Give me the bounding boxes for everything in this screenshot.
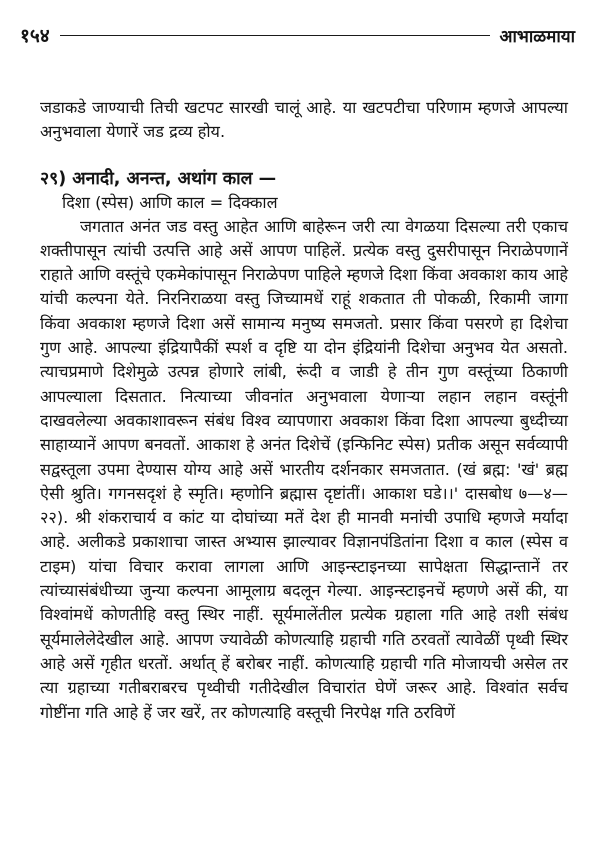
header-rule	[60, 35, 490, 36]
section-subheading: दिशा (स्पेस) आणि काल = दिक्काल	[62, 192, 278, 212]
page-header	[20, 22, 575, 48]
opening-paragraph: जडाकडे जाण्याची तिची खटपट सारखी चालूं आहे. या खटपटीचा परिणाम म्हणजे आपल्या अनुभवाला येणारें जड द्रव्य होय.	[40, 98, 568, 142]
section-heading: २९) अनादी, अनन्त, अथांग काल —	[40, 168, 277, 189]
body-text	[40, 96, 568, 725]
page-number: १५४	[20, 25, 50, 47]
section-paragraph: जगतात अनंत जड वस्तु आहेत आणि बाहेरून जरी त्या वेगळया दिसल्या तरी एकाच शक्तीपासून त्यांची उत्पत्ति आहे असें आपण पाहिलें. प्रत्येक वस्तु दुसरीपासून निराळेपणानें राहाते आणि वस्तूंचे एकमेकांपासून निराळेपण पाहिले म्हणजे दिशा किंवा अवकाश काय आहे यांची कल्पना येते. निरनिराळया वस्तु जिच्यामधें राहूं शकतात ती पोकळी, रिकामी जागा किंवा अवकाश म्हणजे दिशा असें सामान्य मनुष्य समजतो. प्रसार किंवा पसरणे हा दिशेचा गुण आहे. आपल्या इंद्रियापैकीं स्पर्श व दृष्टि या दोन इंद्रियांनी दिशेचा अनुभव येत असतो. त्याचप्रमाणे दिशेमुळे उत्पन्न होणारे लांबी, रूंदी व जाडी हे तीन गुण वस्तूंच्या ठिकाणी आपल्याला दिसतात. नित्याच्या जीवनांत अनुभवाला येणाऱ्या लहान लहान वस्तूंनी दाखवलेल्या अवकाशावरून संबंध विश्व व्यापणारा अवकाश किंवा दिशा आपल्या बुध्दीच्या साहाय्यानें आपण बनवतों. आकाश हे अनंत दिशेचें (इन्फिनिट स्पेस) प्रतीक असून सर्वव्यापी सद्वस्तूला उपमा देण्यास योग्य आहे असें भारतीय दर्शनकार समजतात. (खं ब्रह्म: 'खं' ब्रह्म ऐसी श्रुति। गगनसदृशं हे स्मृति। म्हणोनि ब्रह्मास दृष्टांतीं। आकाश घडे।।' दासबोध ७—४—२२). श्री शंकराचार्य व कांट या दोघांच्या मतें देश ही मानवी मनांची उपाधि म्हणजे मर्यादा आहे. अलीकडे प्रकाशाचा जास्त अभ्यास झाल्यावर विज्ञानपंडितांना दिशा व काल (स्पेस व टाइम) यांचा विचार करावा लागला आणि आइन्स्टाइनच्या सापेक्षता सिद्धान्तानें तर त्यांच्यासंबंधीच्या जुन्या कल्पना आमूलाग्र बदलून गेल्या. आइन्स्टाइनचें म्हणणे असें की, या विश्वांमधें कोणतीहि वस्तु स्थिर नाहीं. सूर्यमालेंतील प्रत्येक ग्रहाला गति आहे तशी संबंध सूर्यमालेलेदेखील आहे. आपण ज्यावेळी कोणत्याहि ग्रहाची गति ठरवतों त्यावेळीं पृथ्वी स्थिर आहे असें गृहीत धरतों. अर्थात् हें बरोबर नाहीं. कोणत्याहि ग्रहाची गति मोजायची असेल तर त्या ग्रहाच्या गतीबराबरच पृथ्वीची गतीदेखील विचारांत घेणें जरूर आहे. विश्वांत सर्वच गोष्टींना गति आहे हें जर खरें, तर कोणत्याहि वस्तूची निरपेक्ष गति ठरविणें	[40, 216, 568, 722]
running-title: आभाळमाया	[499, 26, 575, 47]
